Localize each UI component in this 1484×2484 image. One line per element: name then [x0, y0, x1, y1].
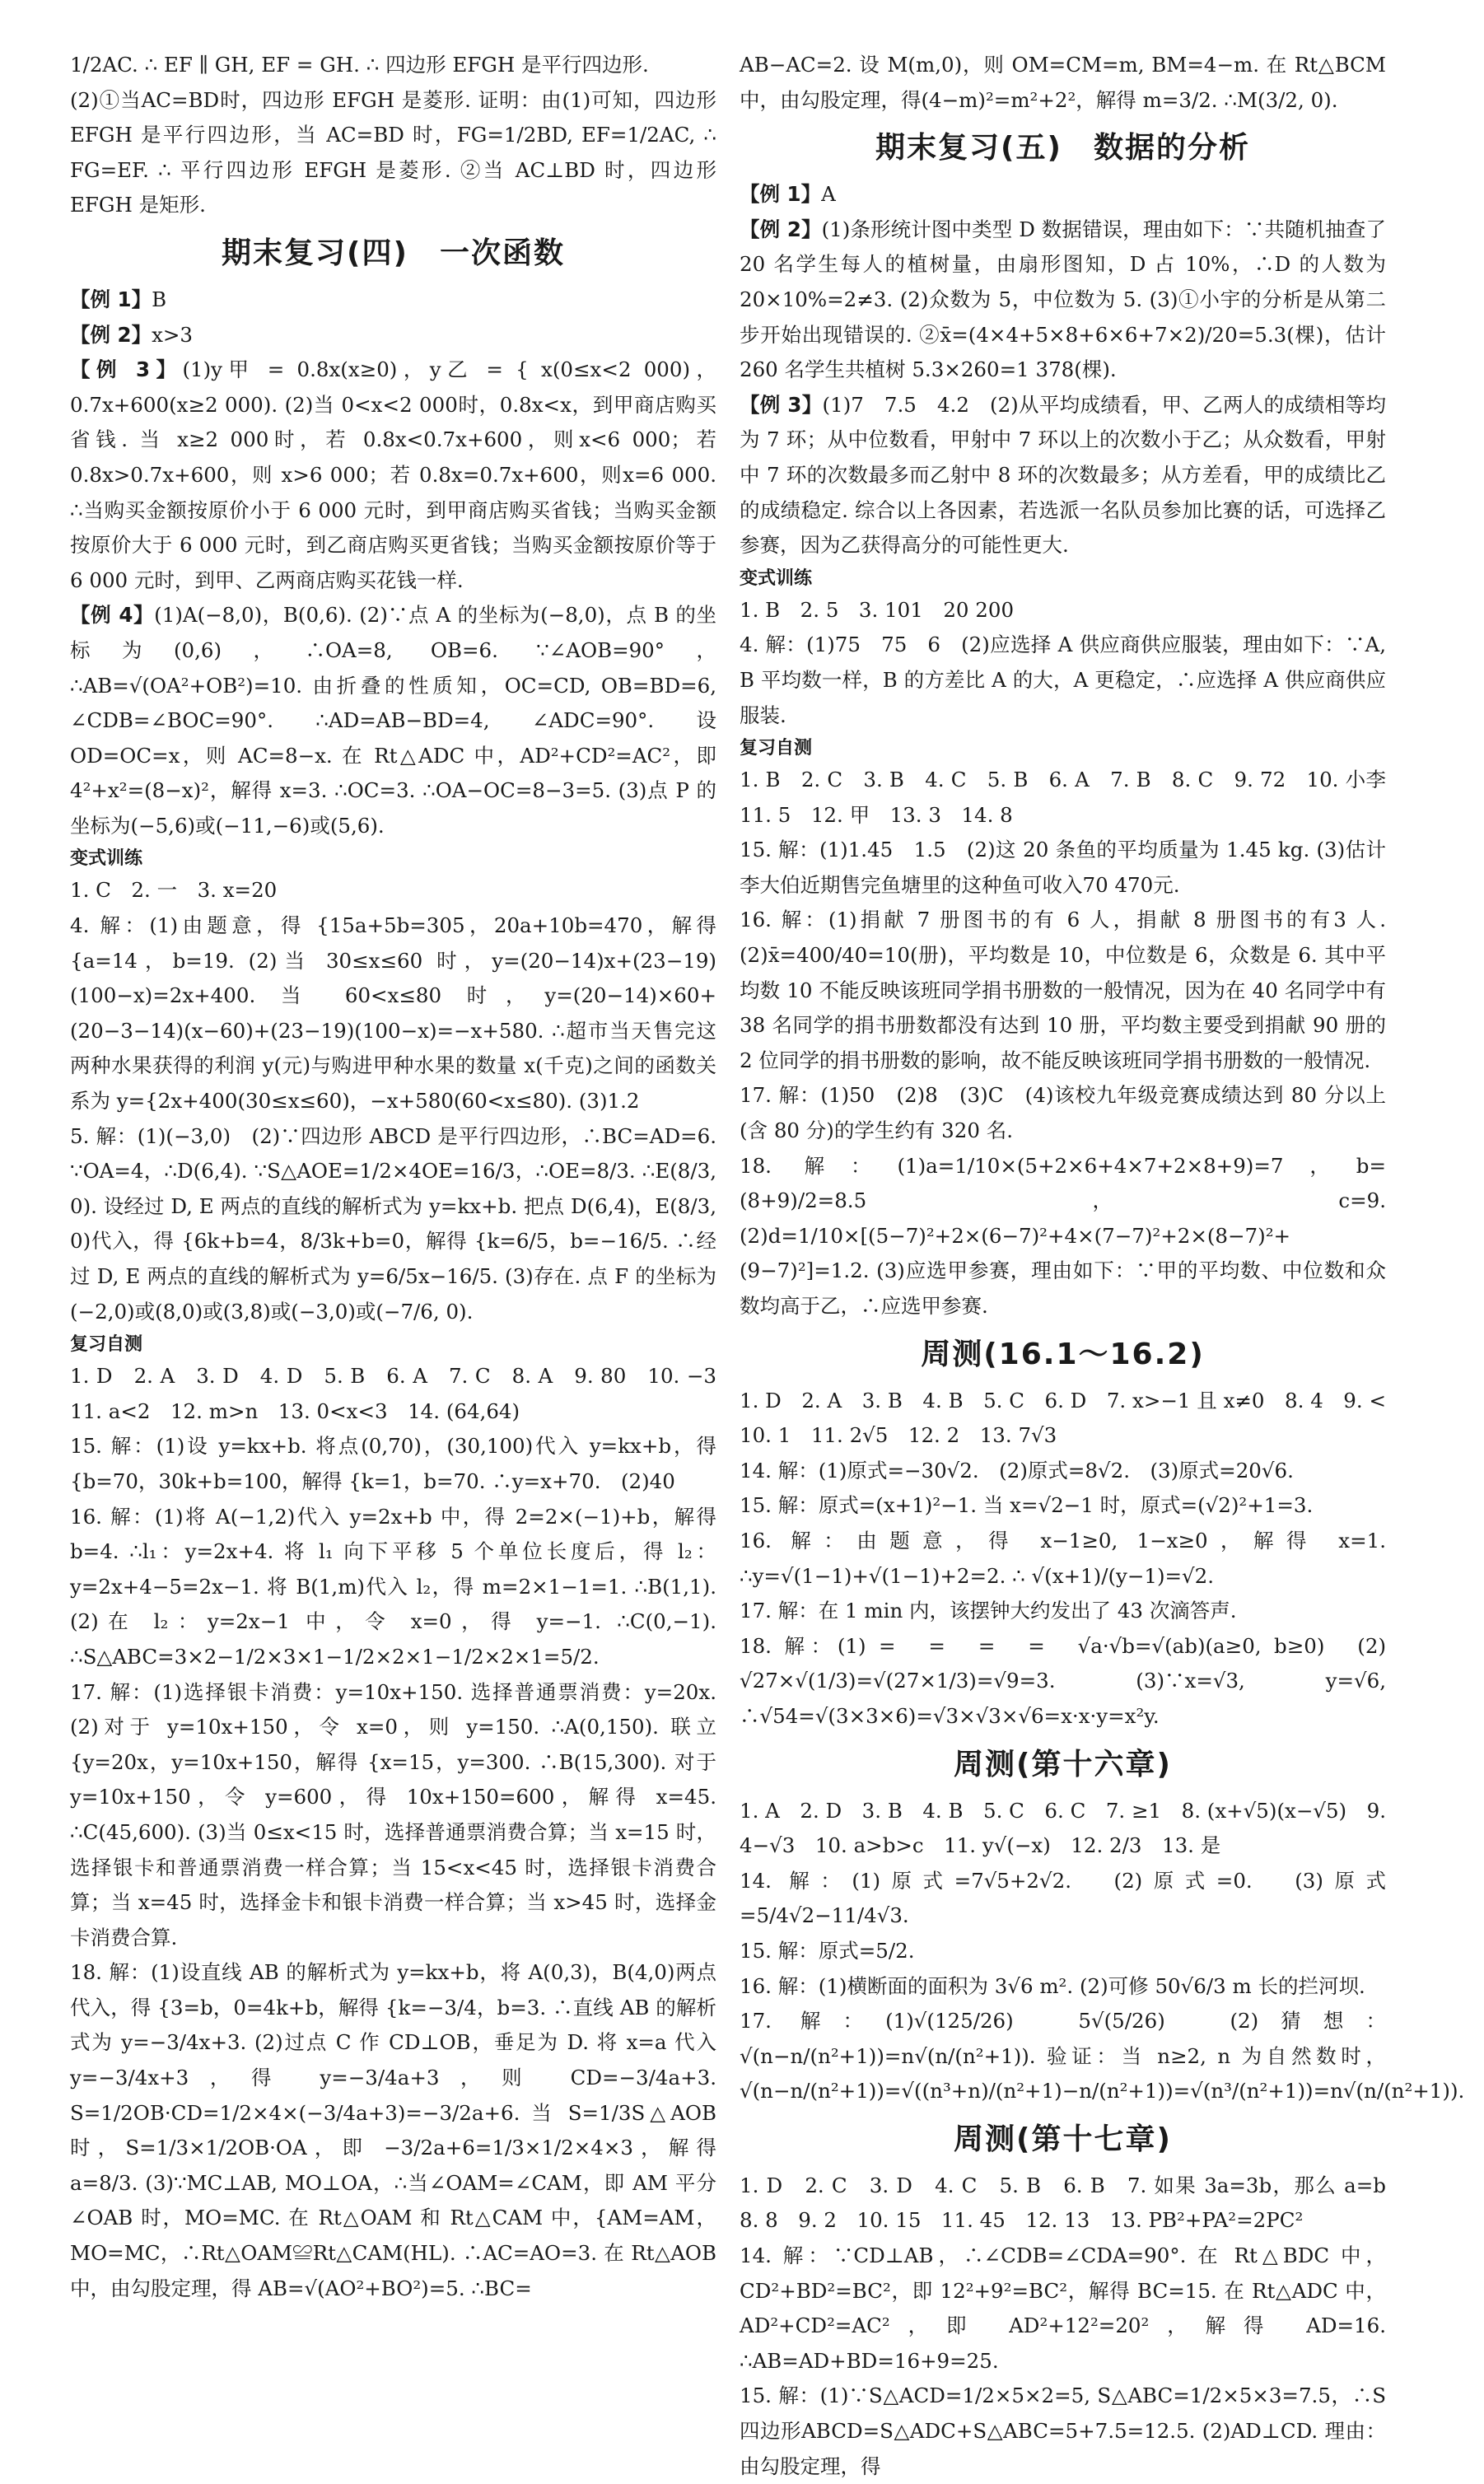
answer-text: 17. 解：在 1 min 内，该摆钟大约发出了 43 次滴答声. — [740, 1599, 1237, 1623]
answer-text: 16. 解：由题意，得 x−1≥0, 1−x≥0，解得 x=1. ∴y=√(1−1)+√(1−1)+2=2. ∴ √(x+1)/(y−1)=√2. — [740, 1528, 1386, 1588]
answer-text: 14. 解：(1)原式=7√5+2√2. (2)原式=0. (3)原式=5/4√2−11/4√3. — [740, 1868, 1386, 1928]
section-title: 周测(16.1～16.2) — [921, 1337, 1205, 1371]
answer-paragraph — [740, 1794, 1386, 1864]
answer-paragraph — [740, 1969, 1386, 2005]
answer-text: 16. 解：(1)将 A(−1,2)代入 y=2x+b 中，得 2=2×(−1)+b，解得 b=4. ∴l₁：y=2x+4. 将 l₁ 向下平移 5 个单位长度后，得 l₂：y=2x+4−5=2x−1. 将 B(1,m)代入 l₂，得 m=2×1−1=1. ∴B(1,1). (2)在 l₂：y=2x−1 中，令 x=0，得 y=−1. ∴C(0,−1). ∴S△ABC=3×2−1/2×3×1−1/2×2×1−1/2×2×1=5/2. — [70, 1504, 716, 1669]
answer-paragraph — [740, 1384, 1407, 1454]
section-title: 周测(第十六章) — [954, 1747, 1172, 1781]
answer-text: 1. C 2. 一 3. x=20 — [70, 878, 278, 903]
answer-text: (1)7 7.5 4.2 (2)从平均成绩看，甲、乙两人的成绩相等均为 7 环；从中位数看，甲射中 7 环以上的次数小于乙；从众数看，甲射中 7 环的次数最多而乙射中 8 环的次数最多；从方差看，甲的成绩比乙的成绩稳定. 综合以上各因素，若选派一名队员参加比赛的话，可选择乙参赛，因为乙获得高分的可能性更大. — [740, 392, 1387, 558]
answer-text: 17. 解：(1)50 (2)8 (3)C (4)该校九年级竞赛成绩达到 80 分以上(含 80 分)的学生约有 320 名. — [740, 1083, 1386, 1143]
answer-paragraph — [70, 598, 716, 843]
answer-paragraph — [740, 763, 1407, 833]
answer-paragraph — [70, 1500, 716, 1675]
answer-paragraph — [740, 1629, 1386, 1735]
section-title: 期末复习(四) 一次函数 — [222, 236, 565, 270]
answer-text: B — [152, 287, 167, 311]
answer-text: 17. 解：(1)选择银卡消费：y=10x+150. 选择普通票消费：y=20x. (2)对于 y=10x+150，令 x=0，则 y=150. ∴A(0,150). 联立 {y=20x，y=10x+150，解得 {x=15，y=300. ∴B(15,300). 对于 y=10x+150，令 y=600，得 10x+150=600，解得 x=45. ∴C(45,600). (3)当 0≤x<15 时，选择普通票消费合算；当 x=15 时，选择银卡和普通票消费一样合算；当 15<x<45 时，选择银卡消费合算；当 x=45 时，选择金卡和银卡消费一样合算；当 x>45 时，选择金卡消费合算. — [70, 1679, 716, 1949]
answer-text: 1. B 2. C 3. B 4. C 5. B 6. A 7. B 8. C 9. 72 10. 小李 11. 5 12. 甲 13. 3 14. 8 — [740, 768, 1407, 827]
answer-paragraph — [740, 1864, 1386, 1934]
answer-text: 1/2AC. ∴ EF ∥ GH, EF = GH. ∴ 四边形 EFGH 是平行四边形. — [70, 53, 649, 77]
answer-text: (1)A(−8,0)，B(0,6). (2)∵点 A 的坐标为(−8,0)，点 B 的坐标为(0,6)，∴OA=8, OB=6. ∵∠AOB=90°，∴AB=√(OA²+OB²)=10. 由折叠的性质知，OC=CD, OB=BD=6, ∠CDB=∠BOC=90°. ∴AD=AB−BD=4, ∠ADC=90°. 设 OD=OC=x，则 AC=8−x. 在 Rt△ADC 中，AD²+CD²=AC²，即 4²+x²=(8−x)²，解得 x=3. ∴OC=3. ∴OA−OC=8−3=5. (3)点 P 的坐标为(−5,6)或(−11,−6)或(5,6). — [70, 603, 717, 838]
answer-text: 18. 解：(1)设直线 AB 的解析式为 y=kx+b，将 A(0,3)，B(4,0)两点代入，得 {3=b，0=4k+b，解得 {k=−3/4，b=3. ∴直线 AB 的解析式为 y=−3/4x+3. (2)过点 C 作 CD⊥OB，垂足为 D. 将 x=a 代入 y=−3/4x+3，得 y=−3/4a+3，则 CD=−3/4a+3. S=1/2OB·CD=1/2×4×(−3/4a+3)=−3/2a+6. 当 S=1/3S△AOB 时，S=1/3×1/2OB·OA，即 −3/2a+6=1/3×1/2×4×3，解得 a=8/3. (3)∵MC⊥AB, MO⊥OA，∴当∠OAM=∠CAM，即 AM 平分∠OAB 时，MO=MC. 在 Rt△OAM 和 Rt△CAM 中，{AM=AM，MO=MC，∴Rt△OAM≌Rt△CAM(HL). ∴AC=AO=3. 在 Rt△AOB 中，由勾股定理，得 AB=√(AO²+BO²)=5. ∴BC= — [70, 1960, 716, 2300]
answer-text: AB−AC=2. 设 M(m,0)，则 OM=CM=m, BM=4−m. 在 Rt△BCM 中，由勾股定理，得(4−m)²=m²+2²，解得 m=3/2. ∴M(3/2, 0). — [740, 53, 1386, 112]
answer-text: 15. 解：(1)1.45 1.5 (2)这 20 条鱼的平均质量为 1.45 kg. (3)估计李大伯近期售完鱼塘里的这种鱼可收入70 470元. — [740, 838, 1386, 897]
answer-paragraph — [740, 1078, 1386, 1148]
answer-text: 18. 解：(1)a=1/10×(5+2×6+4×7+2×8+9)=7，b=(8+9)/2=8.5，c=9. (2)d=1/10×[(5−7)²+2×(6−7)²+4×(7−7)²+2×(8−7)²+(9−7)²]=1.2. (3)应选甲参赛，理由如下：∵甲的平均数、中位数和众数均高于乙，∴应选甲参赛. — [740, 1153, 1386, 1318]
left-column — [70, 48, 737, 2306]
answer-text: 15. 解：原式=(x+1)²−1. 当 x=√2−1 时，原式=(√2)²+1=3. — [740, 1493, 1314, 1518]
answer-paragraph — [740, 903, 1386, 1078]
answer-paragraph — [740, 2169, 1407, 2239]
answer-text: 18. 解：(1) = = = = √a·√b=√(ab)(a≥0, b≥0) (2) √27×√(1/3)=√(27×1/3)=√9=3. (3)∵x=√3, y=√6, ∴√54=√(3×3×6)=√3×√3×√6=x·x·y=x²y. — [740, 1633, 1386, 1728]
answer-paragraph — [70, 83, 716, 223]
answer-text: 4. 解：(1)由题意，得 {15a+5b=305，20a+10b=470，解得 {a=14，b=19. (2)当 30≤x≤60 时，y=(20−14)x+(23−19)(100−x)=2x+400. 当 60<x≤80 时，y=(20−14)×60+(20−3−14)(x−60)+(23−19)(100−x)=−x+580. ∴超市当天售完这两种水果获得的利润 y(元)与购进甲种水果的数量 x(千克)之间的函数关系为 y={2x+400(30≤x≤60)，−x+580(60<x≤80). (3)1.2 — [70, 913, 716, 1114]
section-title: 期末复习(五) 数据的分析 — [875, 131, 1250, 166]
answer-text: 1. A 2. D 3. B 4. B 5. C 6. C 7. ≥1 8. (x+√5)(x−√5) 9. 4−√3 10. a>b>c 11. y√(−x) 12. 2/3 13. 是 — [740, 1798, 1386, 1858]
answer-text: 14. 解：∵CD⊥AB，∴∠CDB=∠CDA=90°. 在 Rt△BDC 中，CD²+BD²=BC²，即 12²+9²=BC²，解得 BC=15. 在 Rt△ADC 中，AD²+CD²=AC²，即 AD²+12²=20²，解得 AD=16. ∴AB=AD+BD=16+9=25. — [740, 2244, 1386, 2373]
subsection-heading: 复习自测 — [70, 1334, 143, 1356]
answer-paragraph — [740, 1149, 1386, 1324]
answer-paragraph — [740, 2004, 1465, 2109]
answer-text: (2)①当AC=BD时，四边形 EFGH 是菱形. 证明：由(1)可知，四边形 EFGH 是平行四边形，当 AC=BD 时，FG=1/2BD, EF=1/2AC, ∴ FG=EF. ∴ 平行四边形 EFGH 是菱形. ②当 AC⊥BD 时，四边形 EFGH 是矩形. — [70, 87, 716, 217]
example-label: 【例 2】 — [70, 322, 152, 347]
example-label: 【例 3】 — [70, 357, 183, 382]
subsection-heading: 复习自测 — [740, 738, 813, 759]
section-title: 周测(第十七章) — [954, 2122, 1172, 2156]
subsection-heading: 变式训练 — [70, 848, 143, 870]
answer-text: (1)条形统计图中类型 D 数据错误，理由如下：∵共随机抽查了 20 名学生每人的植树量，由扇形图知，D 占 10%，∴D 的人数为 20×10%=2≠3. (2)众数为 5，中位数为 5. (3)①小宇的分析是从第二步开始出现错误的. ②x̄=(4×4+5×8+6×6+7×2)/20=5.3(棵)，估计 260 名学生共植树 5.3×260=1 378(棵). — [740, 217, 1386, 382]
answer-text: 15. 解：(1)设 y=kx+b. 将点(0,70)，(30,100)代入 y=kx+b，得 {b=70，30k+b=100，解得 {k=1，b=70. ∴y=x+70. (2)40 — [70, 1434, 716, 1493]
answer-text: 1. D 2. C 3. D 4. C 5. B 6. B 7. 如果 3a=3b，那么 a=b 8. 8 9. 2 10. 15 11. 45 12. 13 13. PB²+PA²=2PC² — [740, 2173, 1407, 2233]
answer-paragraph — [70, 1119, 716, 1330]
answer-paragraph — [70, 48, 716, 83]
answer-paragraph — [740, 388, 1386, 563]
subsection-heading: 变式训练 — [740, 567, 813, 589]
answer-paragraph — [740, 212, 1386, 388]
answer-text: 5. 解：(1)(−3,0) (2)∵四边形 ABCD 是平行四边形，∴BC=AD=6. ∵OA=4，∴D(6,4). ∵S△AOE=1/2×4OE=16/3，∴OE=8/3. ∴E(8/3, 0). 设经过 D, E 两点的直线的解析式为 y=kx+b. 把点 D(6,4)，E(8/3, 0)代入，得 {6k+b=4，8/3k+b=0，解得 {k=6/5，b=−16/5. ∴经过 D, E 两点的直线的解析式为 y=6/5x−16/5. (3)存在. 点 F 的坐标为(−2,0)或(8,0)或(3,8)或(−3,0)或(−7/6, 0). — [70, 1123, 716, 1324]
answer-paragraph — [740, 833, 1386, 903]
answer-paragraph — [70, 908, 716, 1119]
answer-text: 15. 解：(1)∵S△ACD=1/2×5×2=5, S△ABC=1/2×5×3=7.5，∴S四边形ABCD=S△ADC+S△ABC=5+7.5=12.5. (2)AD⊥CD. 理由：由勾股定理，得 — [740, 2384, 1386, 2478]
answer-paragraph — [70, 1955, 716, 2306]
answer-text: 15. 解：原式=5/2. — [740, 1938, 915, 1963]
answer-text: 16. 解：(1)横断面的面积为 3√6 m². (2)可修 50√6/3 m 长的拦河坝. — [740, 1973, 1365, 1998]
answer-paragraph — [740, 1488, 1386, 1524]
answer-paragraph — [70, 353, 716, 598]
answer-paragraph — [70, 1675, 716, 1956]
answer-paragraph — [740, 593, 1386, 628]
answer-paragraph — [740, 1934, 1386, 1969]
answer-paragraph — [70, 1429, 716, 1499]
right-column — [740, 48, 1465, 2484]
answer-text: 17. 解：(1)√(125/26) 5√(5/26) (2)猜想：√(n−n/(n²+1))=n√(n/(n²+1)). 验证：当 n≥2, n 为自然数时，√(n−n/(n²+1))=√((n³+n)/(n²+1)−n/(n²+1))=√(n³/(n²+1))=n√(n/(n²+1)). — [740, 2009, 1465, 2103]
answer-paragraph — [740, 177, 1386, 212]
example-label: 【例 1】 — [70, 287, 152, 311]
answer-paragraph — [70, 318, 716, 353]
answer-text: 14. 解：(1)原式=−30√2. (2)原式=8√2. (3)原式=20√6. — [740, 1458, 1294, 1482]
answer-paragraph — [70, 873, 716, 908]
answer-paragraph — [740, 48, 1386, 118]
answer-paragraph — [740, 1524, 1386, 1594]
answer-text: 4. 解：(1)75 75 6 (2)应选择 A 供应商供应服装，理由如下：∵A, B 平均数一样，B 的方差比 A 的大，A 更稳定，∴应选择 A 供应商供应服装. — [740, 633, 1386, 727]
answer-text: 1. B 2. 5 3. 101 20 200 — [740, 597, 1015, 622]
answer-paragraph — [740, 2379, 1386, 2484]
answer-paragraph — [740, 628, 1386, 733]
answer-paragraph — [740, 1594, 1386, 1629]
example-label: 【例 1】 — [740, 182, 822, 207]
answer-text: x>3 — [152, 322, 194, 347]
answer-paragraph — [70, 1359, 737, 1429]
example-label: 【例 4】 — [70, 603, 155, 628]
answer-paragraph — [740, 2239, 1386, 2379]
answer-text: (1)y甲 = 0.8x(x≥0)，y乙 = { x(0≤x<2 000)，0.7x+600(x≥2 000). (2)当 0<x<2 000时，0.8x<x，到甲商店购买省钱. 当 x≥2 000时，若 0.8x<0.7x+600，则x<6 000；若 0.8x>0.7x+600，则 x>6 000；若 0.8x=0.7x+600，则x=6 000. ∴当购买金额按原价小于 6 000 元时，到甲商店购买省钱；当购买金额按原价大于 6 000 元时，到乙商店购买更省钱；当购买金额按原价等于 6 000 元时，到甲、乙两商店购买花钱一样. — [70, 357, 716, 592]
example-label: 【例 3】 — [740, 392, 823, 417]
answer-text: A — [821, 182, 836, 207]
example-label: 【例 2】 — [740, 217, 822, 241]
answer-paragraph — [740, 1454, 1386, 1489]
answer-text: 1. D 2. A 3. D 4. D 5. B 6. A 7. C 8. A 9. 80 10. −3 11. a<2 12. m>n 13. 0<x<3 14. (64,64) — [70, 1364, 737, 1423]
answer-paragraph — [70, 282, 716, 318]
answer-text: 16. 解：(1)捐献 7 册图书的有 6 人，捐献 8 册图书的有3 人. (2)x̄=400/40=10(册)，平均数是 10，中位数是 6，众数是 6. 其中平均数 10 不能反映该班同学捐书册数的一般情况，因为在 40 名同学中有 38 名同学的捐书册数都没有达到 10 册，平均数主要受到捐献 90 册的 2 位同学的捐书册数的影响，故不能反映该班同学捐书册数的一般情况. — [740, 908, 1386, 1072]
answer-text: 1. D 2. A 3. B 4. B 5. C 6. D 7. x>−1 且 x≠0 8. 4 9. < 10. 1 11. 2√5 12. 2 13. 7√3 — [740, 1388, 1407, 1448]
